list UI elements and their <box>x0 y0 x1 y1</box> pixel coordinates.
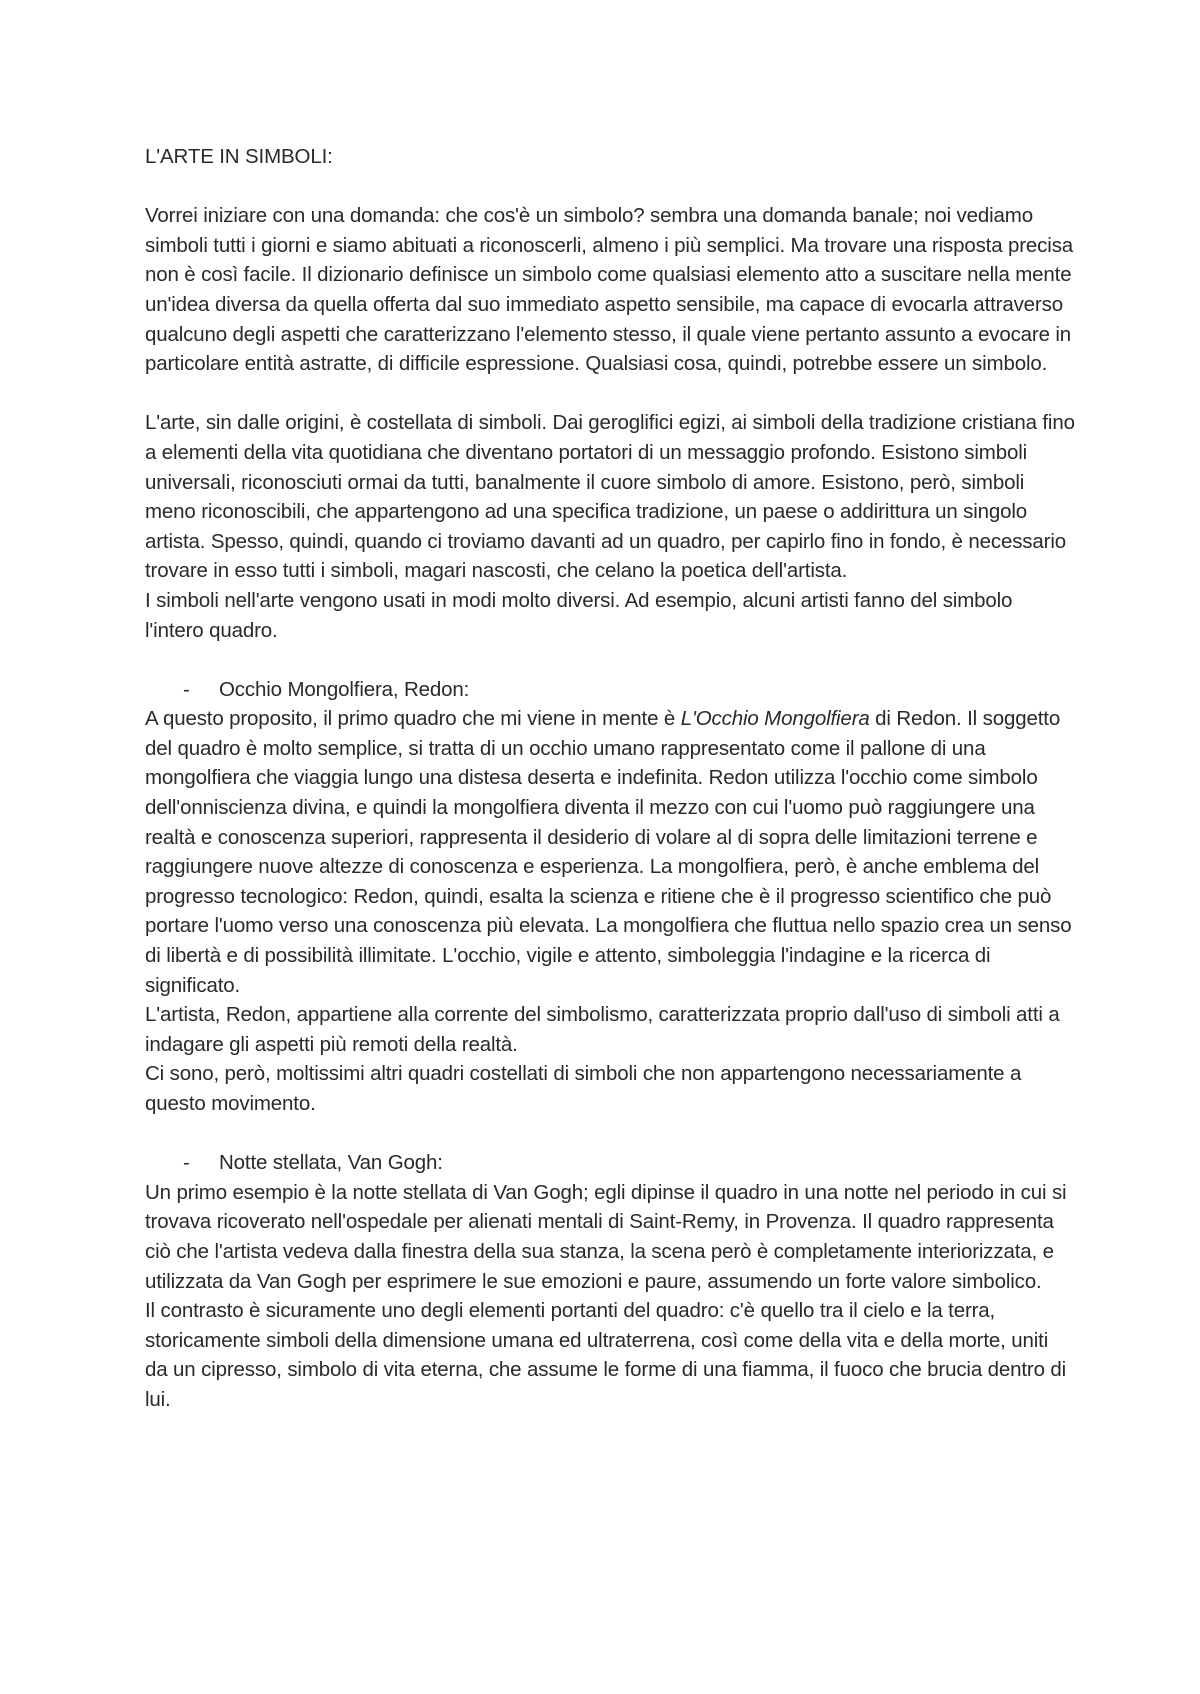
van-gogh-contrast-paragraph: Il contrasto è sicuramente uno degli elementi portanti del quadro: c'è quello tra il cielo e la terra, storicamente simboli della dimensione umana ed ultraterrena, così come della vita e della morte, uniti da un cipresso, simbolo di vita eterna, che assume le forme di una fiamma, il fuoco che brucia dentro di lui. <box>145 1299 1067 1411</box>
section-heading-redon <box>145 675 1075 705</box>
section-heading-van-gogh <box>145 1148 1075 1178</box>
paragraph-spacer <box>145 1119 1075 1149</box>
other-paintings-paragraph: Ci sono, però, moltissimi altri quadri costellati di simboli che non appartengono necessariamente a questo movimento. <box>145 1062 1022 1115</box>
redon-text-before: A questo proposito, il primo quadro che mi viene in mente è <box>145 707 681 731</box>
section-heading-text: Notte stellata, Van Gogh: <box>219 1151 443 1175</box>
redon-painting-title: L'Occhio Mongolfiera <box>680 707 870 731</box>
redon-symbolism-paragraph: L'artista, Redon, appartiene alla corrente del simbolismo, caratterizzata proprio dall'uso di simboli atti a indagare gli aspetti più remoti della realtà. <box>145 1003 1060 1056</box>
van-gogh-paragraph: Un primo esempio è la notte stellata di Van Gogh; egli dipinse il quadro in una notte nel periodo in cui si trovava ricoverato nell'ospedale per alienati mentali di Saint-Remy, in Provenza. Il quadro rappresenta ciò che l'artista vedeva dalla finestra della sua stanza, la scena però è completamente interiorizzata, e utilizzata da Van Gogh per esprimere le sue emozioni e paure, assumendo un forte valore simbolico. <box>145 1180 1067 1293</box>
intro-paragraph: Vorrei iniziare con una domanda: che cos'è un simbolo? sembra una domanda banale; noi vediamo simboli tutti i giorni e siamo abituati a riconoscerli, almeno i più semplici. Ma trovare una risposta precisa non è così facile. Il dizionario definisce un simbolo come qualsiasi elemento atto a suscitare nella mente un'idea diversa da quella offerta dal suo immediato aspetto sensibile, ma capace di evocarla attraverso qualcuno degli aspetti che caratterizzano l'elemento stesso, il quale viene pertanto assunto a evocare in particolare entità astratte, di difficile espressione. Qualsiasi cosa, quindi, potrebbe essere un simbolo. <box>145 204 1074 376</box>
bullet-dash: - <box>183 1151 190 1175</box>
bullet-dash: - <box>183 677 190 701</box>
redon-paragraph <box>145 704 1075 1000</box>
document-title: L'ARTE IN SIMBOLI: <box>145 145 333 168</box>
section-heading-text: Occhio Mongolfiera, Redon: <box>219 677 470 701</box>
paragraph-spacer <box>145 379 1075 409</box>
document-page <box>145 142 1075 1415</box>
redon-text-after: di Redon. Il soggetto del quadro è molto semplice, si tratta di un occhio umano rappresentato come il pallone di una mongolfiera che viaggia lungo una distesa deserta e indefinita. Redon utilizza l'occhio come simbolo dell'onniscienza divina, e quindi la mongolfiera diventa il mezzo con cui l'uomo può raggiungere una realtà e conoscenza superiori, rappresenta il desiderio di volare al di sopra delle limitazioni terrene e raggiungere nuove altezze di conoscenza e esperienza. La mongolfiera, però, è anche emblema del progresso tecnologico: Redon, quindi, esalta la scienza e ritiene che è il progresso scientifico che può portare l'uomo verso una conoscenza più elevata. La mongolfiera che fluttua nello spazio crea un senso di libertà e di possibilità illimitate. L'occhio, vigile e attento, simboleggia l'indagine e la ricerca di significato. <box>145 707 1072 997</box>
paragraph-spacer <box>145 645 1075 675</box>
paragraph-art-symbols: L'arte, sin dalle origini, è costellata di simboli. Dai geroglifici egizi, ai simboli della tradizione cristiana fino a elementi della vita quotidiana che diventano portatori di un messaggio profondo. Esistono simboli universali, riconosciuti ormai da tutti, banalmente il cuore simbolo di amore. Esistono, però, simboli meno riconoscibili, che appartengono ad una specifica tradizione, un paese o addirittura un singolo artista. Spesso, quindi, quando ci troviamo davanti ad un quadro, per capirlo fino in fondo, è necessario trovare in esso tutti i simboli, magari nascosti, che celano la poetica dell'artista. <box>145 411 1075 583</box>
paragraph-symbol-usage: I simboli nell'arte vengono usati in modi molto diversi. Ad esempio, alcuni artisti fanno del simbolo l'intero quadro. <box>145 588 1013 642</box>
